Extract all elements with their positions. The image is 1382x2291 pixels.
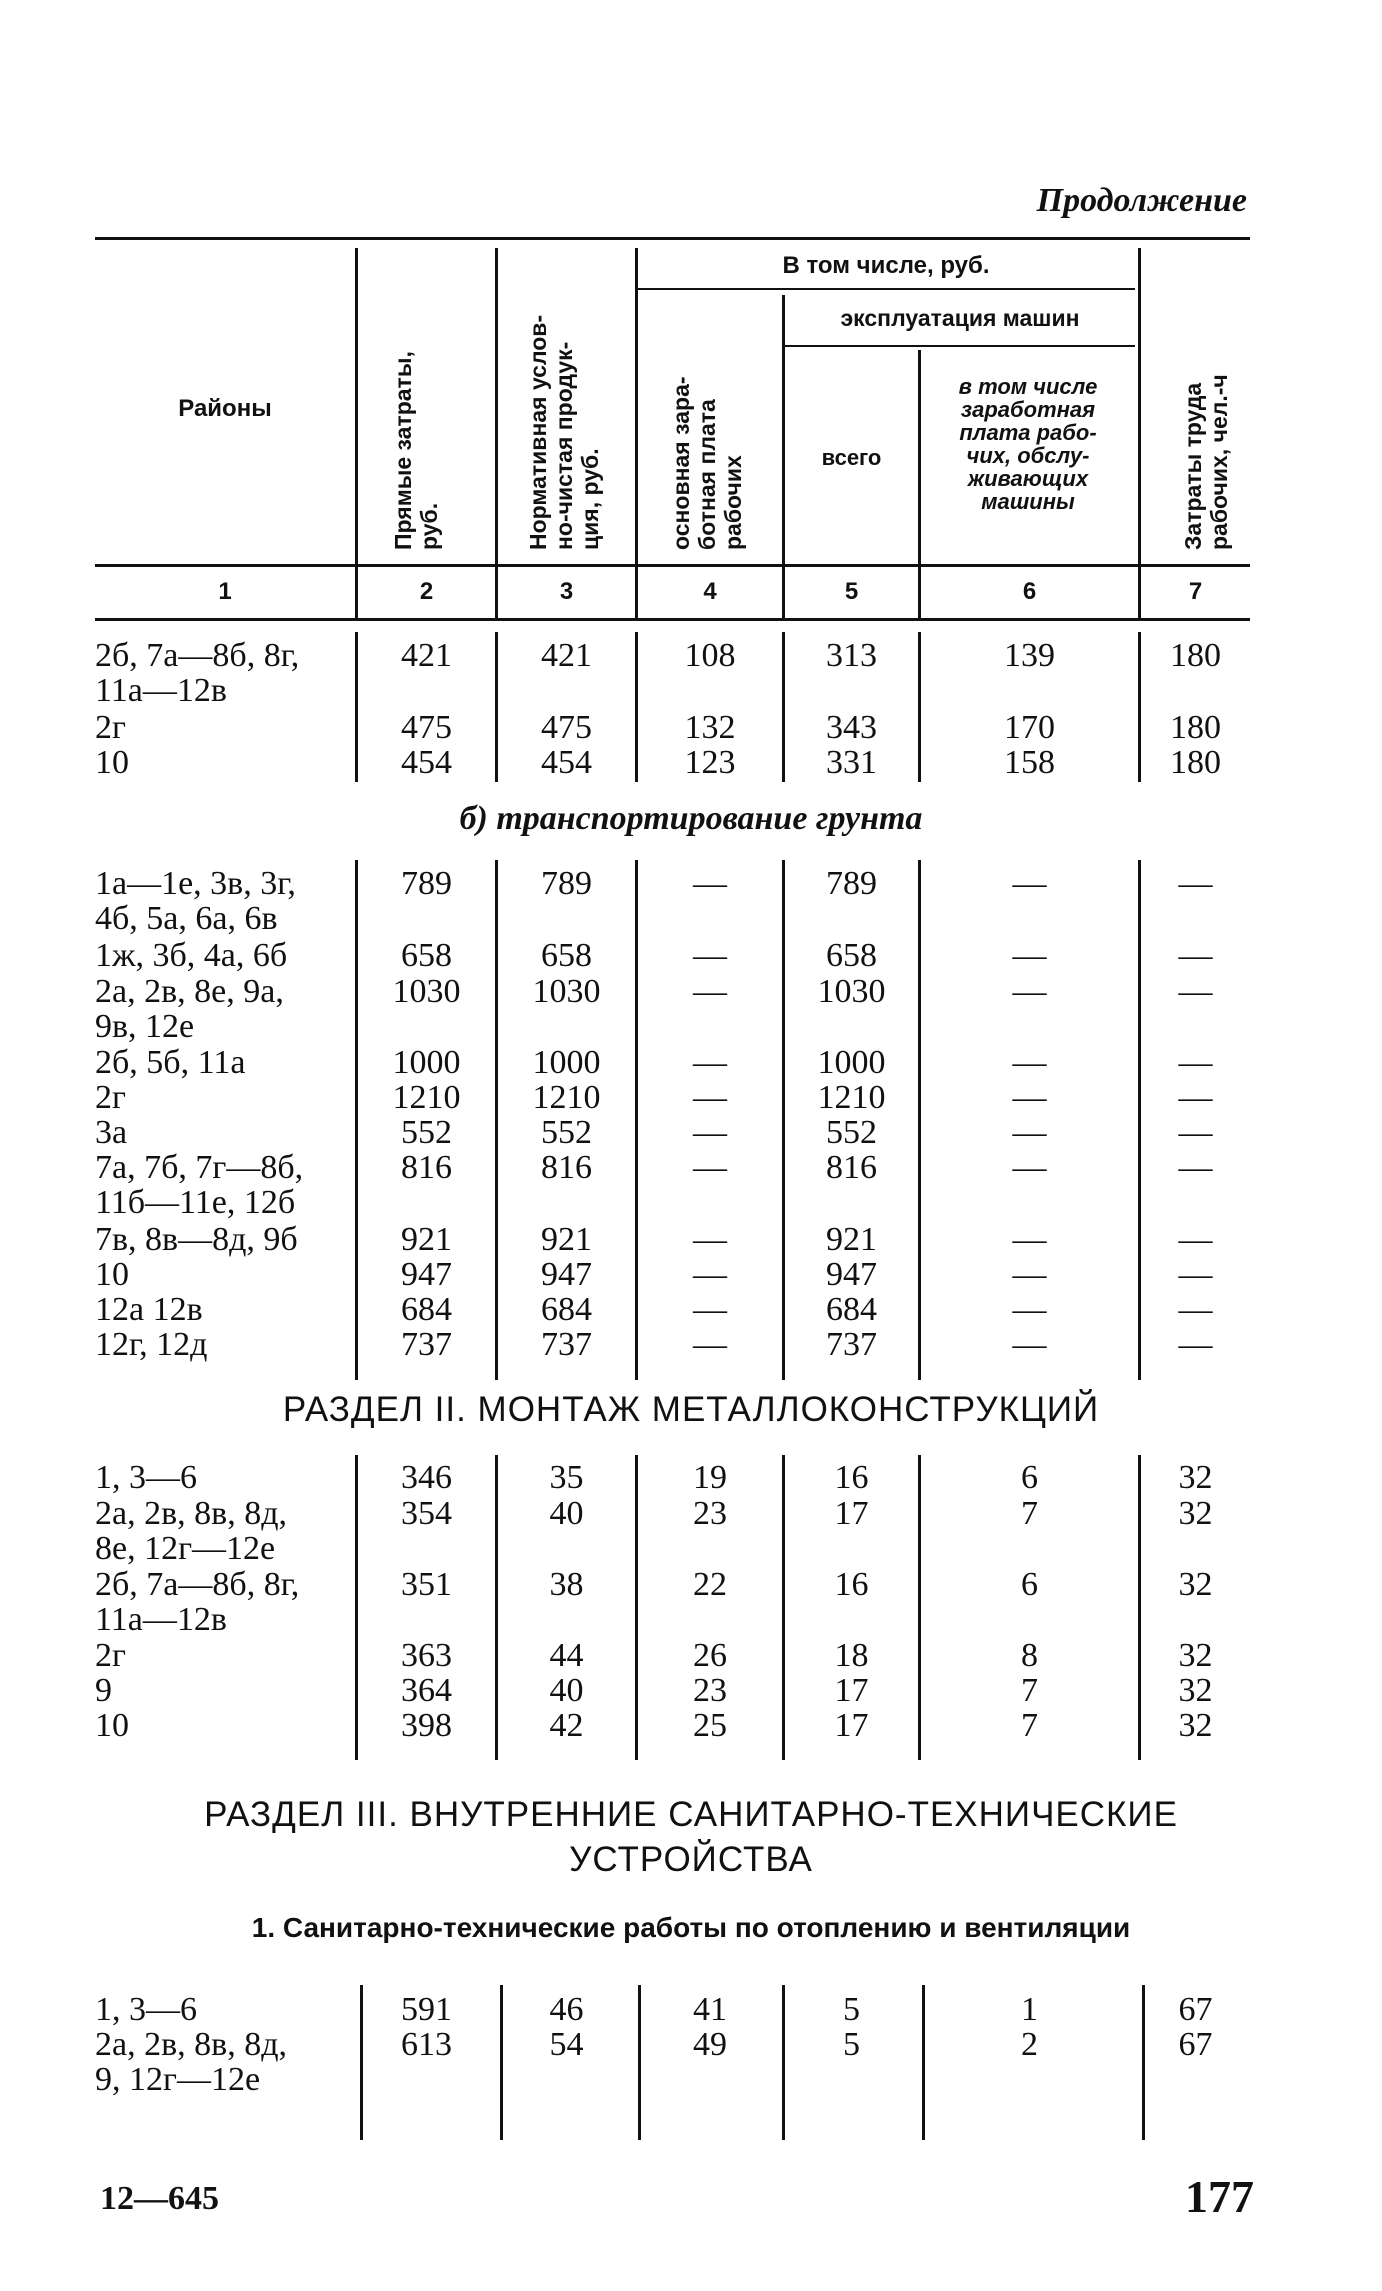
row-region-name: 1, 3—6 (95, 1459, 197, 1496)
cell-col4: — (693, 1114, 727, 1151)
cell-col4: 19 (693, 1459, 727, 1496)
cell-col3: 40 (549, 1672, 584, 1709)
cell-col4: 25 (693, 1707, 727, 1744)
cell-col4: — (693, 937, 727, 974)
row-region-name: 2б, 5б, 11а (95, 1044, 246, 1081)
cell-col5: 313 (826, 637, 877, 674)
cell-col7: — (1178, 1326, 1213, 1363)
row-region-name: 2г (95, 1637, 126, 1674)
section-2-title: РАЗДЕЛ II. МОНТАЖ МЕТАЛЛОКОНСТРУКЦИЙ (282, 1390, 1100, 1429)
cell-col2: 816 (401, 1149, 452, 1186)
header-divider-2 (495, 248, 498, 618)
header-rayony: Районы (178, 395, 272, 422)
cell-col7: 32 (1178, 1672, 1213, 1709)
column-numbers-rule (95, 618, 1250, 621)
cell-col6: 6 (1021, 1566, 1038, 1603)
cell-col2: 421 (401, 637, 452, 674)
cell-col4: — (693, 1149, 727, 1186)
cell-col7: 32 (1178, 1495, 1213, 1532)
column-number-6: 6 (1022, 578, 1037, 605)
cell-col5: 5 (843, 2026, 860, 2063)
cell-col3: 54 (549, 2026, 584, 2063)
cell-col5: 16 (834, 1566, 869, 1603)
cell-col6: 2 (1021, 2026, 1038, 2063)
cell-col4: 26 (693, 1637, 727, 1674)
cell-col3: 40 (549, 1495, 584, 1532)
cell-col4: 22 (693, 1566, 727, 1603)
cell-col2: 684 (401, 1291, 452, 1328)
cell-col7: — (1178, 1256, 1213, 1293)
cell-col7: — (1178, 1291, 1213, 1328)
cell-col5: 1210 (817, 1079, 886, 1116)
cell-col2: 591 (401, 1991, 452, 2028)
row-region-name: 10 (95, 1256, 129, 1293)
column-number-4: 4 (703, 578, 717, 605)
cell-col7: 32 (1178, 1707, 1213, 1744)
subheading-sanitary: 1. Санитарно-технические работы по отоплению и вентиляции (251, 1912, 1131, 1943)
header-col6: в том числе заработная плата рабо- чих, обслу- живающих машины (958, 374, 1098, 514)
continuation-label: Продолжение (1036, 182, 1247, 219)
header-col3: Нормативная услов- но-чистая продук- ция, руб. (525, 314, 603, 550)
cell-col3: 658 (541, 937, 592, 974)
table-top-rule (95, 237, 1250, 240)
cell-col2: 1210 (392, 1079, 461, 1116)
cell-col6: — (1012, 865, 1047, 902)
row-region-name: 7а, 7б, 7г—8б, 11б—11е, 12б (95, 1149, 304, 1221)
cell-col6: — (1012, 1256, 1047, 1293)
cell-col6: 139 (1004, 637, 1055, 674)
cell-col3: 46 (549, 1991, 584, 2028)
header-bottom-rule (95, 564, 1250, 567)
cell-col7: — (1178, 1221, 1213, 1258)
header-divider-1 (355, 248, 358, 618)
cell-col3: 44 (549, 1637, 584, 1674)
cell-col4: 41 (693, 1991, 727, 2028)
cell-col7: — (1178, 1044, 1213, 1081)
cell-col2: 346 (401, 1459, 452, 1496)
cell-col3: 454 (541, 744, 592, 781)
cell-col4: 132 (684, 709, 736, 746)
cell-col4: — (693, 1044, 727, 1081)
cell-col6: 1 (1021, 1991, 1038, 2028)
cell-col4: 108 (684, 637, 736, 674)
cell-col2: 475 (401, 709, 452, 746)
header-divider-6 (1138, 248, 1141, 618)
cell-col4: 123 (684, 744, 736, 781)
cell-col2: 351 (401, 1566, 452, 1603)
cell-col4: 49 (693, 2026, 727, 2063)
cell-col6: — (1012, 1044, 1047, 1081)
row-region-name: 2г (95, 709, 126, 746)
cell-col2: 364 (401, 1672, 452, 1709)
cell-col3: 475 (541, 709, 592, 746)
row-region-name: 9 (95, 1672, 112, 1709)
cell-col2: 354 (401, 1495, 452, 1532)
row-region-name: 1ж, 3б, 4а, 6б (95, 937, 288, 974)
row-region-name: 12г, 12д (95, 1326, 208, 1363)
cell-col3: 737 (541, 1326, 592, 1363)
cell-col5: 343 (826, 709, 877, 746)
cell-col5: 17 (834, 1672, 869, 1709)
cell-col3: 42 (549, 1707, 584, 1744)
cell-col7: 67 (1178, 2026, 1213, 2063)
cell-col6: — (1012, 973, 1047, 1010)
header-col5: всего (821, 445, 882, 470)
cell-col5: 789 (826, 865, 877, 902)
cell-col5: 331 (826, 744, 877, 781)
cell-col6: 7 (1021, 1495, 1038, 1532)
cell-col5: 5 (843, 1991, 860, 2028)
cell-col5: 658 (826, 937, 877, 974)
cell-col2: 737 (401, 1326, 452, 1363)
cell-col5: 737 (826, 1326, 877, 1363)
cell-col5: 1030 (817, 973, 886, 1010)
cell-col3: 421 (541, 637, 592, 674)
cell-col6: — (1012, 937, 1047, 974)
cell-col4: — (693, 1221, 727, 1258)
page-number: 177 (1185, 2171, 1254, 2222)
header-v-tom-chisle: В том числе, руб. (782, 252, 990, 279)
cell-col6: 158 (1004, 744, 1055, 781)
cell-col2: 398 (401, 1707, 452, 1744)
cell-col3: 1030 (532, 973, 601, 1010)
cell-col3: 684 (541, 1291, 592, 1328)
header-divider-3 (635, 248, 638, 618)
cell-col6: 7 (1021, 1672, 1038, 1709)
header-ekspluatatsiya: эксплуатация машин (840, 305, 1080, 331)
column-number-1: 1 (218, 578, 232, 605)
cell-col7: — (1178, 865, 1213, 902)
row-region-name: 12а 12в (95, 1291, 203, 1328)
cell-col6: 7 (1021, 1707, 1038, 1744)
cell-col7: 180 (1170, 709, 1221, 746)
cell-col2: 921 (401, 1221, 452, 1258)
row-region-name: 2а, 2в, 8в, 8д, 9, 12г—12е (95, 2026, 287, 2098)
cell-col7: 32 (1178, 1459, 1213, 1496)
cell-col2: 1000 (392, 1044, 461, 1081)
header-subrule-1 (637, 288, 1135, 290)
cell-col6: — (1012, 1291, 1047, 1328)
header-col2: Прямые затраты, руб. (390, 351, 442, 550)
section-3-title-line1: РАЗДЕЛ III. ВНУТРЕННИЕ САНИТАРНО-ТЕХНИЧЕСКИЕ (204, 1795, 1178, 1834)
cell-col7: 32 (1178, 1566, 1213, 1603)
cell-col3: 38 (549, 1566, 584, 1603)
row-region-name: 1, 3—6 (95, 1991, 197, 2028)
cell-col3: 552 (541, 1114, 592, 1151)
cell-col6: 6 (1021, 1459, 1038, 1496)
cell-col7: — (1178, 1149, 1213, 1186)
cell-col5: 816 (826, 1149, 877, 1186)
row-region-name: 2б, 7а—8б, 8г, 11а—12в (95, 1566, 300, 1638)
cell-col5: 17 (834, 1707, 869, 1744)
header-col4: основная зара- ботная плата рабочих (668, 376, 746, 550)
cell-col6: — (1012, 1326, 1047, 1363)
cell-col7: — (1178, 1079, 1213, 1116)
column-number-5: 5 (844, 578, 859, 605)
cell-col4: — (693, 1256, 727, 1293)
footer-code: 12—645 (100, 2180, 219, 2217)
cell-col7: — (1178, 937, 1213, 974)
cell-col3: 1210 (532, 1079, 601, 1116)
cell-col5: 16 (834, 1459, 869, 1496)
cell-col3: 789 (541, 865, 592, 902)
cell-col4: 23 (693, 1672, 727, 1709)
cell-col2: 658 (401, 937, 452, 974)
cell-col2: 789 (401, 865, 452, 902)
cell-col3: 947 (541, 1256, 592, 1293)
cell-col6: — (1012, 1114, 1047, 1151)
cell-col2: 947 (401, 1256, 452, 1293)
column-number-2: 2 (419, 578, 434, 605)
header-col7: Затраты труда рабочих, чел.-ч (1180, 374, 1232, 550)
cell-col6: 8 (1021, 1637, 1038, 1674)
cell-col7: 67 (1178, 1991, 1213, 2028)
cell-col2: 363 (401, 1637, 452, 1674)
cell-col2: 613 (401, 2026, 452, 2063)
cell-col4: — (693, 1079, 727, 1116)
cell-col5: 17 (834, 1495, 869, 1532)
cell-col6: 170 (1004, 709, 1055, 746)
row-region-name: 2а, 2в, 8в, 8д, 8е, 12г—12е (95, 1495, 287, 1567)
row-region-name: 2г (95, 1079, 126, 1116)
row-region-name: 1а—1е, 3в, 3г, 4б, 5а, 6а, 6в (95, 865, 296, 937)
cell-col5: 552 (826, 1114, 877, 1151)
row-region-name: 10 (95, 1707, 129, 1744)
cell-col7: 180 (1170, 744, 1221, 781)
cell-col5: 947 (826, 1256, 877, 1293)
row-region-name: 10 (95, 744, 129, 781)
cell-col2: 552 (401, 1114, 452, 1151)
column-number-7: 7 (1188, 578, 1203, 605)
cell-col3: 816 (541, 1149, 592, 1186)
cell-col2: 454 (401, 744, 452, 781)
column-number-3: 3 (559, 578, 574, 605)
cell-col5: 18 (834, 1637, 869, 1674)
cell-col4: — (693, 865, 727, 902)
row-region-name: 2а, 2в, 8е, 9а, 9в, 12е (95, 973, 284, 1045)
subheading-transport: б) транспортирование грунта (459, 800, 923, 837)
row-region-name: 7в, 8в—8д, 9б (95, 1221, 298, 1258)
row-region-name: 3а (95, 1114, 128, 1151)
cell-col4: 23 (693, 1495, 727, 1532)
cell-col4: — (693, 1291, 727, 1328)
header-subrule-2 (785, 345, 1135, 347)
cell-col7: 32 (1178, 1637, 1213, 1674)
cell-col6: — (1012, 1079, 1047, 1116)
cell-col6: — (1012, 1149, 1047, 1186)
cell-col4: — (693, 1326, 727, 1363)
cell-col3: 35 (549, 1459, 584, 1496)
cell-col5: 1000 (817, 1044, 886, 1081)
cell-col6: — (1012, 1221, 1047, 1258)
cell-col4: — (693, 973, 727, 1010)
cell-col3: 921 (541, 1221, 592, 1258)
cell-col7: — (1178, 973, 1213, 1010)
cell-col7: 180 (1170, 637, 1221, 674)
section-3-title-line2: УСТРОЙСТВА (569, 1840, 813, 1879)
cell-col3: 1000 (532, 1044, 601, 1081)
cell-col2: 1030 (392, 973, 461, 1010)
cell-col5: 921 (826, 1221, 877, 1258)
cell-col5: 684 (826, 1291, 877, 1328)
cell-col7: — (1178, 1114, 1213, 1151)
row-region-name: 2б, 7а—8б, 8г, 11а—12в (95, 637, 300, 709)
